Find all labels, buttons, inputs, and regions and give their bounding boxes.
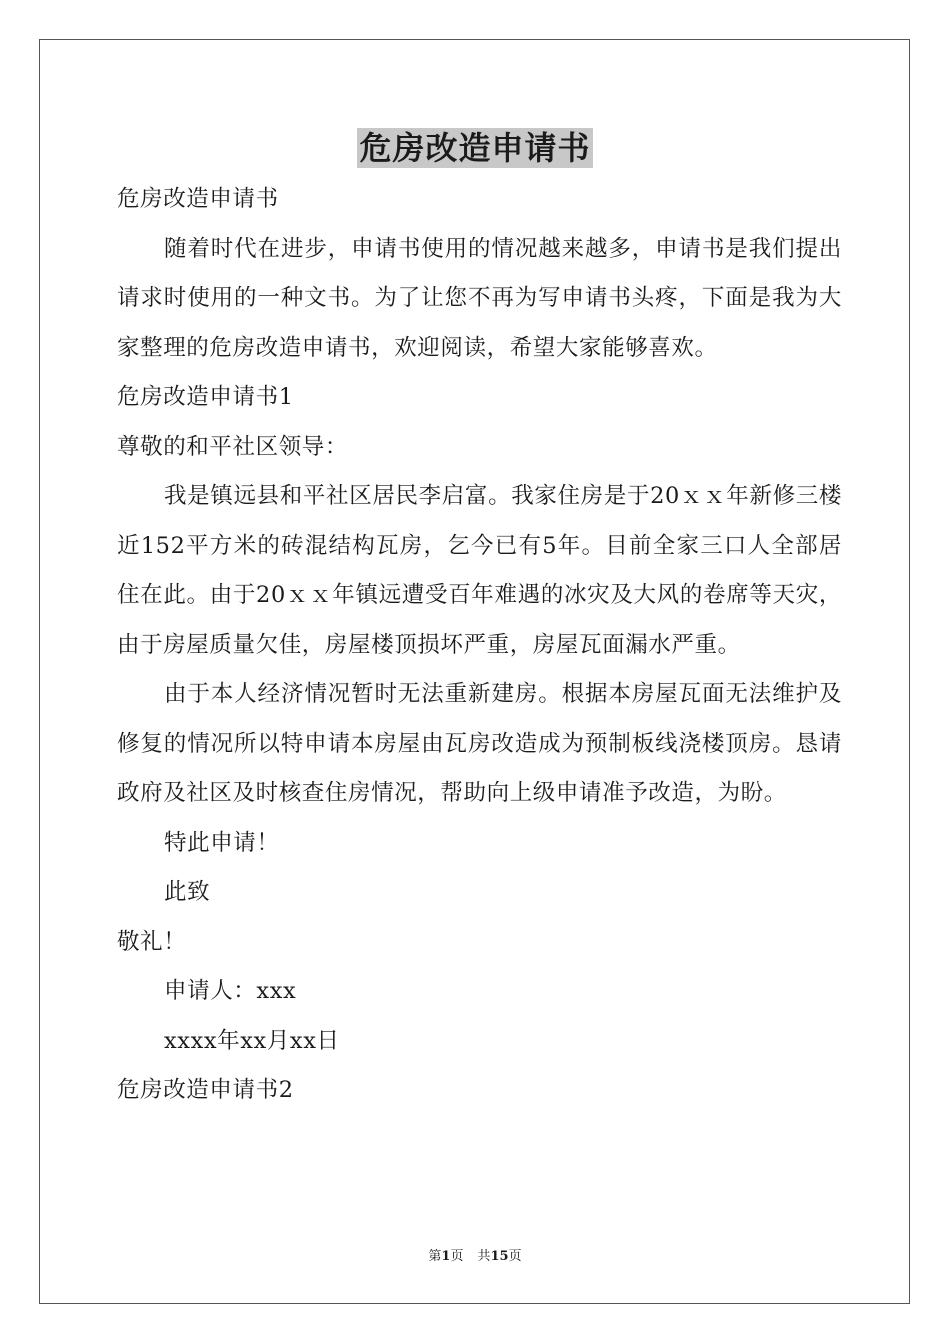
page-suffix: 页 [450, 1249, 464, 1264]
intro-paragraph: 随着时代在进步，申请书使用的情况越来越多，申请书是我们提出请求时使用的一种文书。为了让您不再为写申请书头疼，下面是我为大家整理的危房改造申请书，欢迎阅读，希望大家能够喜欢。 [117, 235, 842, 361]
body-paragraph-2: 由于本人经济情况暂时无法重新建房。根据本房屋瓦面无法维护及修复的情况所以特申请本房屋由瓦房改造成为预制板线浇楼顶房。恳请政府及社区及时核查住房情况，帮助向上级申请准予改造，为盼。 [117, 681, 842, 806]
body-paragraph-1: 我是镇远县和平社区居民李启富。我家住房是于20ｘｘ年新修三楼近152平方米的砖混结构瓦房，乞今已有5年。目前全家三口人全部居住在此。由于20ｘｘ年镇远遭受百年难遇的冰灾及大风的卷席等天灾，由于房屋质量欠佳，房屋楼顶损坏严重，房屋瓦面漏水严重。 [117, 483, 842, 658]
total-suffix: 页 [508, 1249, 522, 1264]
applicant-line: 申请人：xxx [164, 978, 297, 1004]
salutation: 尊敬的和平社区领导： [117, 433, 349, 460]
document-title [0, 128, 950, 168]
page-footer [0, 1249, 950, 1265]
closing-salute: 敬礼！ [117, 928, 187, 955]
document-body [117, 175, 842, 1116]
date-line: xxxx年xx月xx日 [164, 1027, 340, 1054]
closing-request: 特此申请！ [164, 829, 280, 856]
section-heading-2: 危房改造申请书2 [117, 1077, 294, 1103]
closing-regards: 此致 [164, 879, 211, 905]
subtitle-line: 危房改造申请书 [117, 186, 279, 212]
document-title-text: 危房改造申请书 [359, 129, 591, 167]
page-prefix: 第 [428, 1249, 442, 1264]
total-prefix: 共 [477, 1249, 491, 1264]
total-pages: 15 [490, 1249, 509, 1264]
page-number: 1 [441, 1249, 451, 1264]
section-heading-1: 危房改造申请书1 [117, 384, 294, 410]
